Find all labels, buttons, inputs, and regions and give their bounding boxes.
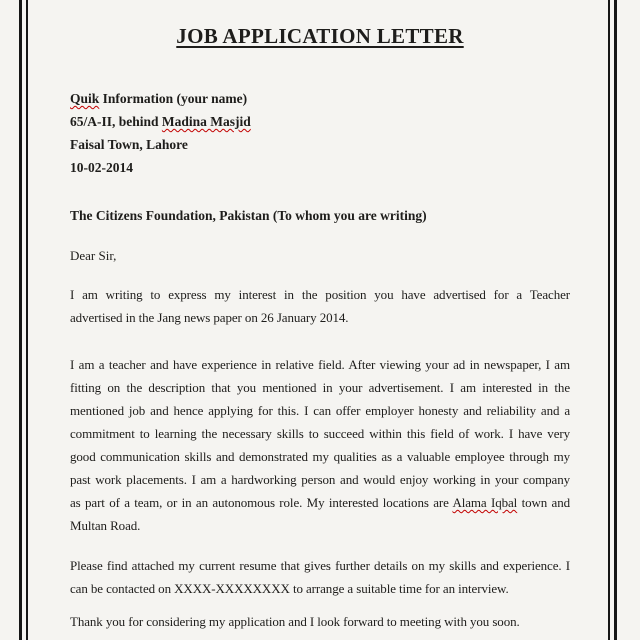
paragraph-line: Thank you for considering my application and I look forward to meeting with you soon. xyxy=(70,614,520,629)
line-text: town and xyxy=(517,495,570,510)
body-paragraph-4 xyxy=(70,610,570,633)
paragraph-line: Please find attached my current resume that gives further details on my skills and experience. I xyxy=(70,558,570,573)
document-title-text: JOB APPLICATION LETTER xyxy=(176,24,464,48)
paragraph-line: I am writing to express my interest in the position you have advertised for a Teacher xyxy=(70,287,570,302)
page-border-left-outer xyxy=(19,0,22,640)
misspelled-word: Quik xyxy=(70,91,100,106)
paragraph-line: commitment to learning the necessary skills to succeed within this field of work. I have very xyxy=(70,426,570,441)
sender-address-line xyxy=(70,110,570,133)
misspelled-word: Madina Masjid xyxy=(161,114,251,129)
paragraph-line: good communication skills and demonstrated my qualities as a valuable employee through my xyxy=(70,449,570,464)
sender-name-line xyxy=(70,87,570,110)
paragraph-line: I am a teacher and have experience in relative field. After viewing your ad in newspaper, I am xyxy=(70,357,570,372)
body-paragraph-1 xyxy=(70,283,570,329)
paragraph-line: fitting on the description that you mentioned in your advertisement. I am interested in the xyxy=(70,380,570,395)
sender-city-line: Faisal Town, Lahore xyxy=(70,137,188,152)
body-paragraph-2 xyxy=(70,353,570,537)
paragraph-line: advertised in the Jang news paper on 26 January 2014. xyxy=(70,310,349,325)
page-border-right-inner xyxy=(608,0,610,640)
body-paragraph-3 xyxy=(70,554,570,600)
paragraph-line: can be contacted on XXXX-XXXXXXXX to arrange a suitable time for an interview. xyxy=(70,581,509,596)
misspelled-word: Alama Iqbal xyxy=(452,495,518,510)
page-border-right-outer xyxy=(614,0,617,640)
paragraph-line: Multan Road. xyxy=(70,518,141,533)
sender-block xyxy=(70,87,570,179)
paragraph-line: mentioned job and hence applying for this. I can offer employer honesty and reliability and a xyxy=(70,403,570,418)
letter-content xyxy=(70,0,570,633)
sender-address-start: 65/A-II, behind xyxy=(70,114,162,129)
recipient-line: The Citizens Foundation, Pakistan (To whom you are writing) xyxy=(70,208,427,223)
line-text: as part of a team, or in an autonomous role. My interested locations are xyxy=(70,495,453,510)
sender-name-rest: Information (your name) xyxy=(99,91,248,106)
paragraph-line: past work placements. I am a hardworking person and would enjoy working in your company xyxy=(70,472,570,487)
salutation: Dear Sir, xyxy=(70,248,117,263)
letter-date: 10-02-2014 xyxy=(70,160,133,175)
document-title xyxy=(70,24,570,49)
paragraph-line xyxy=(70,491,570,514)
page-border-left-inner xyxy=(26,0,28,640)
